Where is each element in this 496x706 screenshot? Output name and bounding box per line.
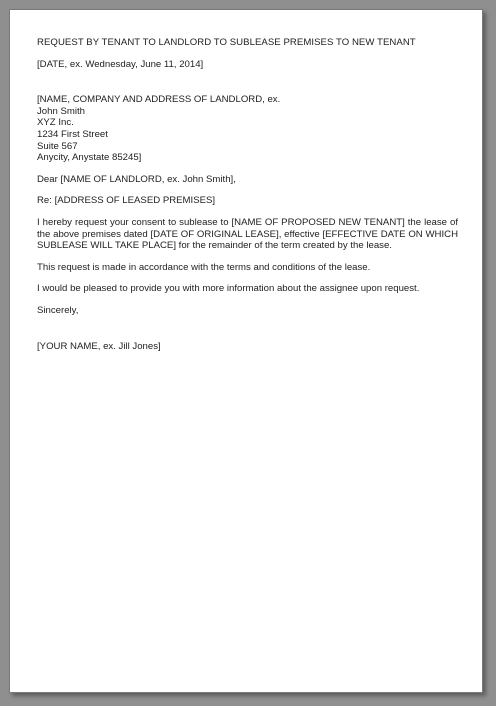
spacer <box>37 70 467 94</box>
spacer <box>37 317 467 341</box>
address-line: Suite 567 <box>37 140 78 152</box>
spacer <box>37 273 467 283</box>
body-paragraph: I would be pleased to provide you with more information about the assignee upon request. <box>37 283 420 295</box>
address-line: Anycity, Anystate 85245] <box>37 152 142 164</box>
closing: Sincerely, <box>37 304 79 316</box>
body-paragraph: This request is made in accordance with the terms and conditions of the lease. <box>37 261 371 273</box>
signature: [YOUR NAME, ex. Jill Jones] <box>37 340 161 352</box>
address-line: John Smith <box>37 105 85 117</box>
spacer <box>37 164 467 174</box>
body-paragraph: I hereby request your consent to sublease to [NAME OF PROPOSED NEW TENANT] the lease of the above premises dated [DATE OF ORIGINAL LEASE], effective [EFFECTIVE DATE ON WHICH SUBLEASE WILL TAKE PLACE] for the remainder of the term created by the lease. <box>37 216 458 252</box>
letter-title: REQUEST BY TENANT TO LANDLORD TO SUBLEASE PREMISES TO NEW TENANT <box>37 37 416 48</box>
reference-line: Re: [ADDRESS OF LEASED PREMISES] <box>37 195 216 207</box>
address-line: XYZ Inc. <box>37 117 74 129</box>
spacer <box>37 185 467 195</box>
spacer <box>37 252 467 262</box>
letter-date: [DATE, ex. Wednesday, June 11, 2014] <box>37 58 204 70</box>
address-line: [NAME, COMPANY AND ADDRESS OF LANDLORD, ex. <box>37 94 281 106</box>
address-line: 1234 First Street <box>37 128 108 140</box>
landlord-address-block <box>37 94 467 164</box>
letter-content <box>37 37 467 352</box>
salutation: Dear [NAME OF LANDLORD, ex. John Smith], <box>37 173 236 185</box>
letter-page <box>9 9 483 693</box>
spacer <box>37 295 467 305</box>
spacer <box>37 207 467 217</box>
